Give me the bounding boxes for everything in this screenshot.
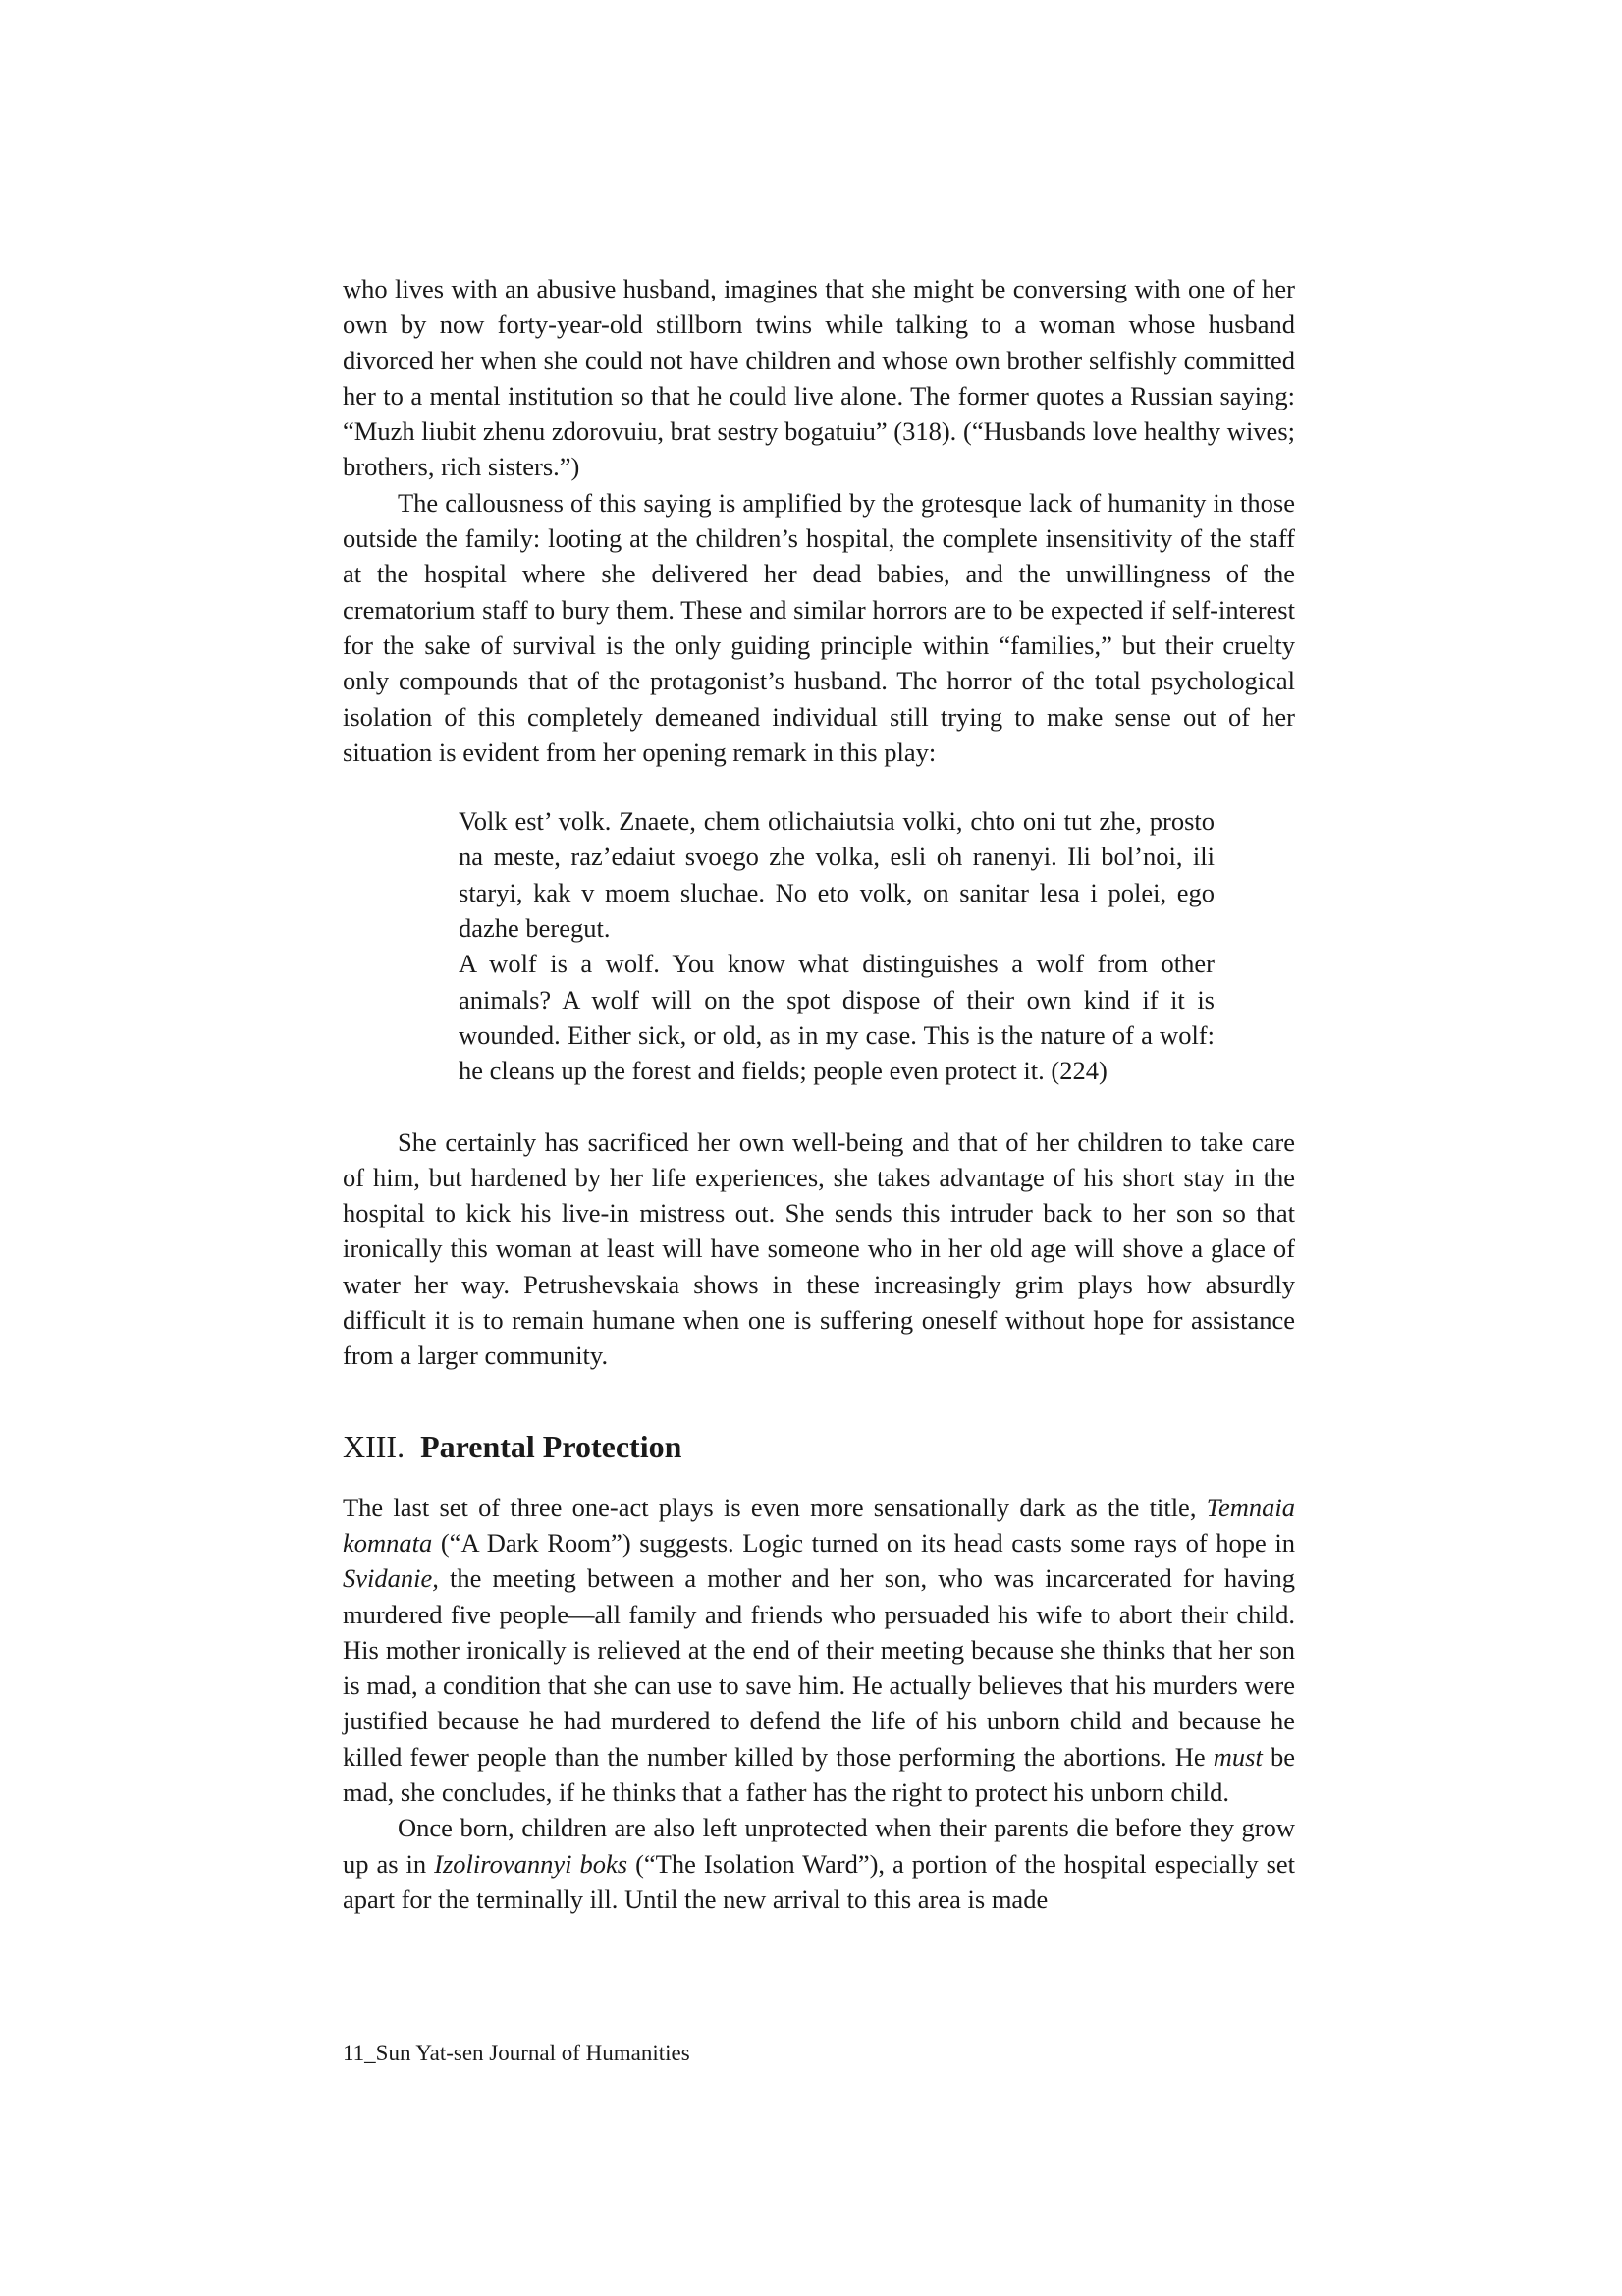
text-run: the meeting between a mother and her son, who was incarcerated for having murdered five people—all family and friends who persuaded his wife to abort their child. His mother ironically is relieved at the end of their meeting because she thinks that her son is mad, a condition that she can use to save him. He actually believes that his murders were justified because he had murdered to defend the life of his unborn child and because he killed fewer people than the number killed by those performing the abortions. He [343,1563,1295,1772]
page-footer: 11_Sun Yat-sen Journal of Humanities [343,2041,690,2065]
italic-emphasis: must [1213,1741,1263,1772]
italic-title: Temnaia komnata [343,1492,1295,1558]
text-run: The last set of three one-act plays is even more sensationally dark as the title, [343,1492,1207,1522]
quote-english: A wolf is a wolf. You know what distinguishes a wolf from other animals? A wolf will on the spot dispose of their own kind if it is wounded. Either sick, or old, as in my case. This is the nature of a wolf: he cleans up the forest and fields; people even protect it. (224) [459,949,1215,1086]
text-run: Once born, children are also left unprotected when their parents die before they grow up as in [343,1813,1295,1879]
italic-title: Svidanie, [343,1563,439,1594]
body-paragraph-1: who lives with an abusive husband, imagines that she might be conversing with one of her own by now forty-year-old stillborn twins while talking to a woman whose husband divorced her when she could not have children and whose own brother selfishly committed her to a mental institution so that he could live alone. The former quotes a Russian saying: “Muzh liubit zhenu zdorovuiu, brat sestry bogatuiu” (318). (“Husbands love healthy wives; brothers, rich sisters.”) [343,274,1295,482]
section-paragraph-1 [343,1490,1295,1811]
text-run: (“The Isolation Ward”), a portion of the hospital especially set apart for the terminally ill. Until the new arrival to this area is made [343,1848,1296,1914]
page-content [343,271,1295,1917]
italic-title: Izolirovannyi boks [434,1848,628,1879]
text-run: (“A Dark Room”) suggests. Logic turned on its head casts some rays of hope in [432,1527,1295,1558]
body-paragraph-2: The callousness of this saying is amplified by the grotesque lack of humanity in those outside the family: looting at the children’s hospital, the complete insensitivity of the staff at the hospital where she delivered her dead babies, and the unwillingness of the crematorium staff to bury them. These and similar horrors are to be expected if self-interest for the sake of survival is the only guiding principle within “families,” but their cruelty only compounds that of the protagonist’s husband. The horror of the total psychological isolation of this completely demeaned individual still trying to make sense out of her situation is evident from her opening remark in this play: [343,487,1295,767]
body-paragraph-3: She certainly has sacrificed her own well-being and that of her children to take care of him, but hardened by her life experiences, she takes advantage of his short stay in the hospital to kick his live-in mistress out. She sends this intruder back to her son so that ironically this woman at least will have someone who in her old age will shove a glace of water her way. Petrushevskaia shows in these increasingly grim plays how absurdly difficult it is to remain humane when one is suffering oneself without hope for assistance from a larger community. [343,1126,1295,1371]
section-title: Parental Protection [420,1428,682,1464]
section-paragraph-2 [343,1810,1295,1917]
text-run: be mad, she concludes, if he thinks that a father has the right to protect his unborn child. [343,1741,1295,1807]
block-quote [459,803,1215,1088]
section-number: XIII. [343,1428,406,1464]
section-heading [343,1427,1295,1466]
quote-russian: Volk est’ volk. Znaete, chem otlichaiutsia volki, chto oni tut zhe, prosto na meste, raz’edaiut svoego zhe volka, esli oh ranenyi. Ili bol’noi, ili staryi, kak v moem sluchae. No eto volk, on sanitar lesa i polei, ego dazhe beregut. [459,806,1215,944]
